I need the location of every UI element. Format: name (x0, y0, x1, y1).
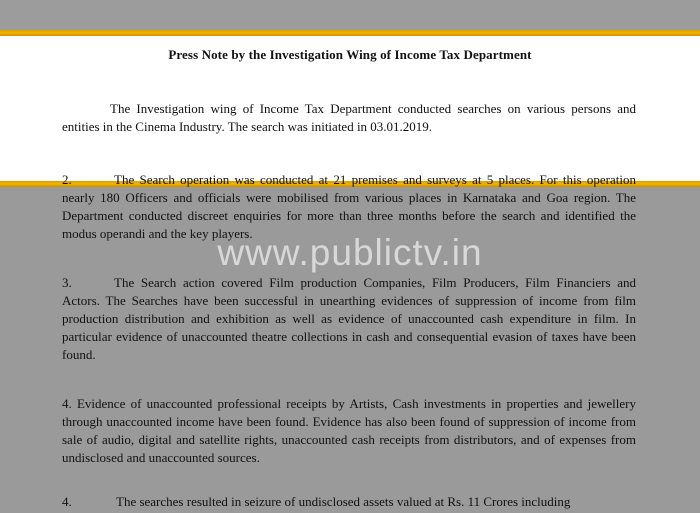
paragraph-5-number: 4. (62, 494, 72, 509)
paragraph-3-text: The Search action covered Film production Companies, Film Producers, Film Financiers and Actors. The Searches have been successful in unearthing evidences of suppression of income from film production distribution and exhibition as well as evidence of unaccounted cash expenditure in film. In particular evidence of unaccounted theatre collections in cash and consequential evasion of taxes have been found. (62, 275, 636, 362)
paragraph-4-number: 4. (62, 396, 72, 411)
paragraph-4 (62, 395, 636, 467)
watermark: www.publictv.in (217, 232, 483, 273)
paragraph-2-text: The Search operation was conducted at 21 premises and surveys at 5 places. For this operation nearly 180 Officers and officials were mobilised from various places in Karnataka and Goa region. The Department conducted discreet enquiries for more than three months before the search and identified the modus operandi and the key players. (62, 172, 636, 241)
paragraph-5 (62, 493, 636, 511)
paragraph-3-number: 3. (62, 275, 72, 290)
paragraph-3 (62, 274, 636, 364)
paragraph-5-text: The searches resulted in seizure of undisclosed assets valued at Rs. 11 Crores including (116, 494, 571, 509)
paragraph-1 (62, 100, 636, 136)
document-title: Press Note by the Investigation Wing of Income Tax Department (168, 47, 532, 62)
paragraph-2-number: 2. (62, 172, 72, 187)
paragraph-4-text: Evidence of unaccounted professional receipts by Artists, Cash investments in properties and jewellery through unaccounted income have been found. Evidence has also been found of suppression of income from sale of audio, digital and satellite rights, unaccounted cash receipts from distributors, and of expenses from undisclosed and unaccounted sources. (62, 396, 637, 465)
paragraph-1-text: The Investigation wing of Income Tax Department conducted searches on various persons and entities in the Cinema Industry. The search was initiated in 03.01.2019. (62, 101, 636, 134)
